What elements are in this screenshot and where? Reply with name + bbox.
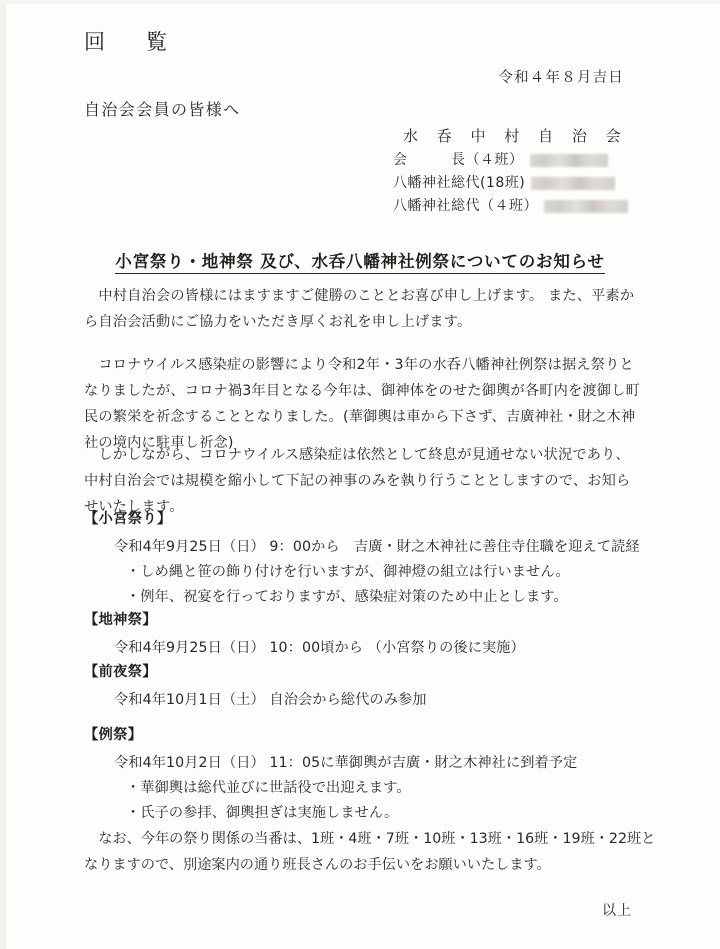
- headline-text: 小宮祭り・地神祭 及び、水呑八幡神社例祭についてのお知らせ: [115, 252, 604, 274]
- sender-role: 八幡神社総代（４班）: [393, 198, 538, 214]
- sender-organization: 水 呑 中 村 自 治 会: [403, 127, 628, 145]
- section-line: 令和4年10月1日（土） 自治会から総代のみ参加: [114, 692, 427, 708]
- section-line: ・しめ縄と笹の飾り付けを行いますが、御神燈の組立は行いません。: [126, 564, 570, 580]
- closing-paragraph: なお、今年の祭り関係の当番は、1班・4班・7班・10班・13班・16班・19班・22班となりますので、別途案内の通り班長さんのお手伝いをお願いいたします。: [84, 831, 656, 873]
- section-title: 【小宮祭り】: [84, 511, 172, 527]
- section-line: 令和4年10月2日（日） 11：05に華御輿が吉廣・財之木神社に到着予定: [114, 755, 578, 771]
- document-date: 令和４年８月吉日: [498, 70, 624, 86]
- section-title: 【地神祭】: [84, 612, 157, 628]
- section-line: 令和4年9月25日（日） 9：00から 吉廣・財之木神社に善住寺住職を迎えて読経: [114, 539, 640, 555]
- signoff: 以上: [602, 903, 632, 919]
- redacted-name: [544, 200, 628, 213]
- sender-row: [393, 173, 628, 194]
- salutation: 自治会会員の皆様へ: [84, 100, 241, 119]
- paragraph-background: コロナウイルス感染症の影響により令和2年・3年の水呑八幡神社例祭は据え祭りとなりましたが、コロナ禍3年目となる今年は、御神体をのせた御輿が各町内を渡御し町民の繁栄を祈念することとなりました。(華御輿は車から下さず、吉廣神社・財之木神社の境内に駐車し祈念): [84, 357, 640, 451]
- section-line: ・氏子の参拝、御輿担ぎは実施しません。: [126, 805, 399, 821]
- section-title: 【例祭】: [84, 727, 143, 743]
- section-reisai: [84, 723, 664, 826]
- section-line: ・例年、祝宴を行っておりますが、感染症対策のため中止とします。: [126, 589, 568, 605]
- section-line: ・華御輿は総代並びに世話役で出迎えます。: [126, 780, 411, 796]
- sender-row: [393, 196, 628, 217]
- sender-role: 八幡神社総代(18班): [393, 175, 526, 191]
- section-zenyasai: [84, 660, 664, 713]
- circulation-label: 回 覧: [84, 30, 177, 54]
- redacted-name: [531, 177, 615, 190]
- section-title: 【前夜祭】: [84, 664, 157, 680]
- section-jijinsai: [84, 608, 664, 661]
- sender-block: [393, 126, 628, 219]
- sender-row: [393, 150, 628, 171]
- paragraph-notice: しかしながら、コロナウイルス感染症は依然として終息が見通せない状況であり、中村自治会では規模を縮小して下記の神事のみを執り行うこととしますので、お知らせいたします。: [84, 447, 631, 515]
- sender-role: 会 長（４班）: [393, 152, 524, 168]
- document-headline: [0, 248, 720, 272]
- redacted-name: [530, 154, 608, 167]
- paragraph-greeting: 中村自治会の皆様にはますますご健勝のこととお喜び申し上げます。 また、平素から自治会活動にご協力をいただき厚くお礼を申し上げます。: [84, 288, 635, 330]
- section-line: 令和4年9月25日（日） 10：00頃から （小宮祭りの後に実施）: [114, 640, 525, 656]
- section-komiya-matsuri: [84, 507, 664, 610]
